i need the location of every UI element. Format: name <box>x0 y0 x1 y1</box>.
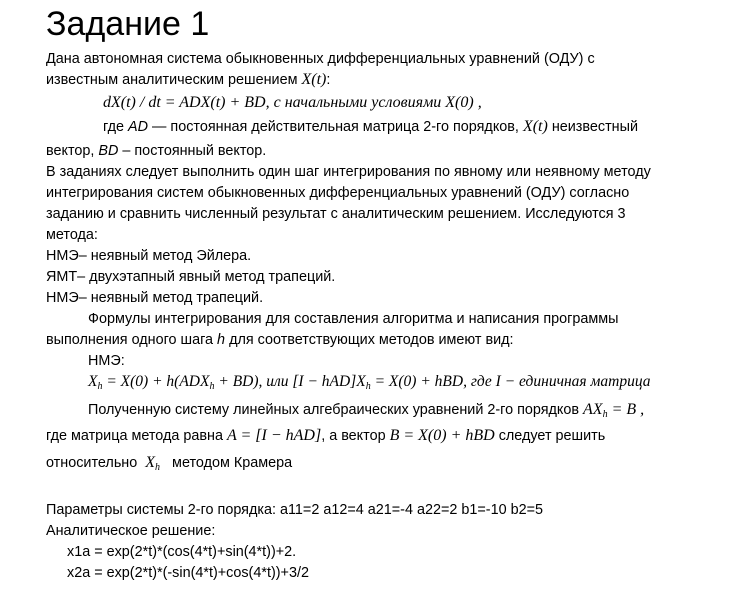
matrix-pre: где матрица метода равна <box>46 428 223 444</box>
eq2-sub2: h <box>209 381 215 392</box>
intro-line-1: Дана автономная система обыкновенных дифференциальных уравнений (ОДУ) с <box>46 51 595 67</box>
system-text: Полученную систему линейных алгебраических уравнений 2-го порядков <box>88 402 580 418</box>
system-math-ax: AX <box>583 401 603 418</box>
system-line <box>88 400 644 420</box>
formulas-intro-line-2 <box>46 330 514 350</box>
analytic-label: Аналитическое решение: <box>46 523 216 539</box>
nme-label: НМЭ: <box>88 353 125 369</box>
method-item-3: НМЭ– неявный метод трапеций. <box>46 290 264 306</box>
where-pre: где <box>103 119 125 135</box>
math-x-of-t: X(t) <box>301 71 327 88</box>
equation-ode: dX(t) / dt = ADX(t) + BD, с начальными условиями X(0) , <box>103 94 482 111</box>
vector-line <box>46 141 266 161</box>
matrix-b-math: B = X(0) + hBD <box>389 427 495 444</box>
formulas-pre: выполнения одного шага <box>46 332 214 348</box>
where-line <box>103 117 638 137</box>
matrix-mid: а вектор <box>329 428 386 444</box>
eq2-sub3: h <box>365 381 371 392</box>
params-line: Параметры системы 2-го порядка: a11=2 a12=4 a21=-4 a22=2 b1=-10 b2=5 <box>46 502 543 518</box>
eq2-part1: X <box>88 373 98 390</box>
eq2-part2: = X(0) + h(ADX <box>102 373 210 390</box>
where-xt: X(t) <box>522 118 548 135</box>
task-line-2: интегрирования систем обыкновенных дифференциальных уравнений (ОДУ) согласно <box>46 185 630 201</box>
where-ad: AD <box>128 119 149 135</box>
relative-math <box>145 454 160 471</box>
where-mid: — постоянная действительная матрица 2-го порядков, <box>152 119 519 135</box>
relative-x: X <box>145 454 156 471</box>
task-title: Задание 1 <box>46 5 210 43</box>
task-line-3: заданию и сравнить численный результат с аналитическим решением. Исследуются 3 <box>46 206 626 222</box>
eq2-part4: = X(0) + hBD, где I − единичная матрица <box>370 373 651 390</box>
formulas-intro-line-1: Формулы интегрирования для составления алгоритма и написания программы <box>88 311 619 327</box>
formulas-post: для соответствующих методов имеют вид: <box>229 332 514 348</box>
task-line-4: метода: <box>46 227 98 243</box>
intro-line-2 <box>46 70 330 90</box>
relative-pre: относительно <box>46 455 138 471</box>
equation-nme <box>88 372 651 392</box>
system-math-end: = B , <box>607 401 645 418</box>
task-line-1: В заданиях следует выполнить один шаг интегрирования по явному или неявному методу <box>46 164 651 180</box>
where-post: неизвестный <box>551 119 639 135</box>
matrix-line <box>46 426 605 446</box>
relative-x-sub: h <box>155 462 161 473</box>
solution-x2: x2a = exp(2*t)*(-sin(4*t)+cos(4*t))+3/2 <box>67 565 309 581</box>
method-item-1: НМЭ– неявный метод Эйлера. <box>46 248 252 264</box>
method-item-2: ЯМТ– двухэтапный явный метод трапеций. <box>46 269 336 285</box>
solution-x1: x1a = exp(2*t)*(cos(4*t)+sin(4*t))+2. <box>67 544 297 560</box>
matrix-a-end: , <box>321 428 326 444</box>
relative-line <box>46 453 292 473</box>
relative-post: методом Крамера <box>172 455 293 471</box>
formulas-h: h <box>217 332 226 348</box>
intro-line-2-end: : <box>326 72 331 88</box>
vector-bd: BD <box>98 143 119 159</box>
system-math-sub: h <box>602 409 608 420</box>
eq2-part3: + BD), или [I − hAD]X <box>214 373 366 390</box>
system-math <box>583 401 644 418</box>
eq2-sub1: h <box>97 381 103 392</box>
matrix-post: следует решить <box>498 428 606 444</box>
matrix-a-math: A = [I − hAD] <box>227 427 322 444</box>
vector-pre: вектор, <box>46 143 95 159</box>
intro-line-2-text: известным аналитическим решением <box>46 72 298 88</box>
vector-post: – постоянный вектор. <box>122 143 267 159</box>
